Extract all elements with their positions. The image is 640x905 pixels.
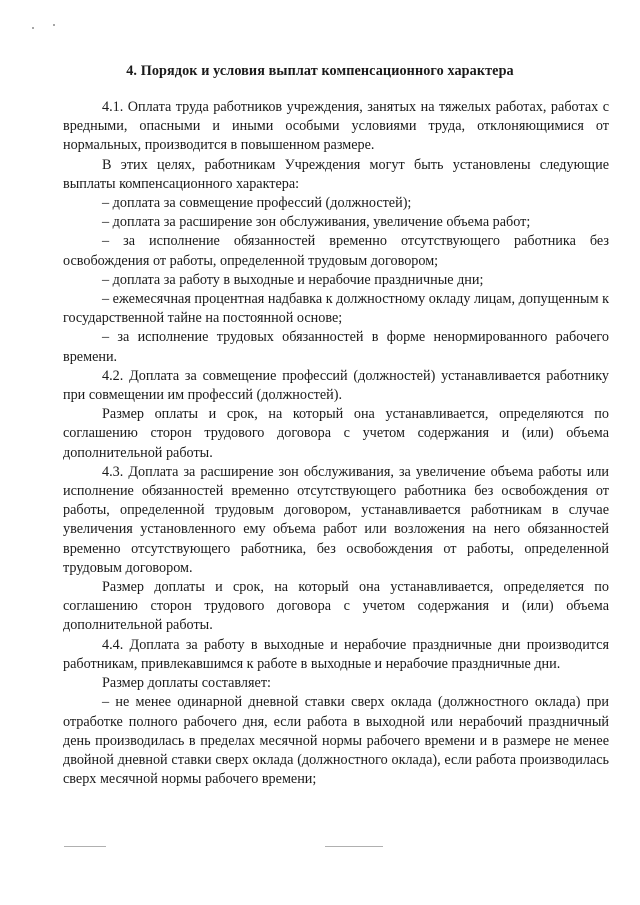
scan-artifact <box>325 846 383 847</box>
paragraph: В этих целях, работникам Учреждения могут быть установлены следующие выплаты компенсационного характера: <box>63 156 609 192</box>
paragraph: 4.4. Доплата за работу в выходные и нерабочие праздничные дни производится работникам, привлекавшимся к работе в выходные и нерабочие праздничные дни. <box>63 636 609 672</box>
scan-mark <box>32 27 34 29</box>
scan-artifact <box>64 846 106 847</box>
paragraph: Размер доплаты и срок, на который она устанавливается, определяется по соглашению сторон трудового договора с учетом содержания и (или) объема дополнительной работы. <box>63 579 609 634</box>
paragraph: Размер доплаты составляет: <box>102 675 271 692</box>
list-item: – не менее одинарной дневной ставки сверх оклада (должностного оклада) при отработке полного рабочего дня, если работа в выходной или нерабочий праздничный день производилась в пределах месячной нормы рабочего времени и в размере не менее двойной дневной ставки сверх оклада (должностного оклада), если работа производилась сверх месячной нормы рабочего времени; <box>63 694 609 788</box>
list-item: – ежемесячная процентная надбавка к должностному окладу лицам, допущенным к государственной тайне на постоянной основе; <box>63 291 609 327</box>
list-item: – за исполнение обязанностей временно отсутствующего работника без освобождения от работы, определенной трудовым договором; <box>63 233 609 269</box>
paragraph: 4.3. Доплата за расширение зон обслуживания, за увеличение объема работы или исполнение обязанностей временно отсутствующего работника без освобождения от работы, определенной трудовым договором, устанавливается работникам в случае увеличения установленного ему объема работ или возложения на него обязанностей временно отсутствующего работника, без освобождения от работы, определенной трудовым договором. <box>63 463 609 576</box>
list-item: – доплата за совмещение профессий (должностей); <box>102 195 412 212</box>
paragraph: Размер оплаты и срок, на который она устанавливается, определяются по соглашению сторон трудового договора с учетом содержания и (или) объема дополнительной работы. <box>63 406 609 461</box>
section-heading: 4. Порядок и условия выплат компенсационного характера <box>126 63 514 79</box>
list-item: – доплата за расширение зон обслуживания, увеличение объема работ; <box>102 214 531 231</box>
list-item: – за исполнение трудовых обязанностей в форме ненормированного рабочего времени. <box>63 329 609 365</box>
section-body <box>63 98 609 789</box>
paragraph: 4.1. Оплата труда работников учреждения, занятых на тяжелых работах, работах с вредными, опасными и иными особыми условиями труда, отклоняющимися от нормальных, производится в повышенном размере. <box>63 99 609 154</box>
paragraph: 4.2. Доплата за совмещение профессий (должностей) устанавливается работнику при совмещении им профессий (должностей). <box>63 367 609 404</box>
scan-mark <box>53 24 55 26</box>
list-item: – доплата за работу в выходные и нерабочие праздничные дни; <box>102 271 484 288</box>
